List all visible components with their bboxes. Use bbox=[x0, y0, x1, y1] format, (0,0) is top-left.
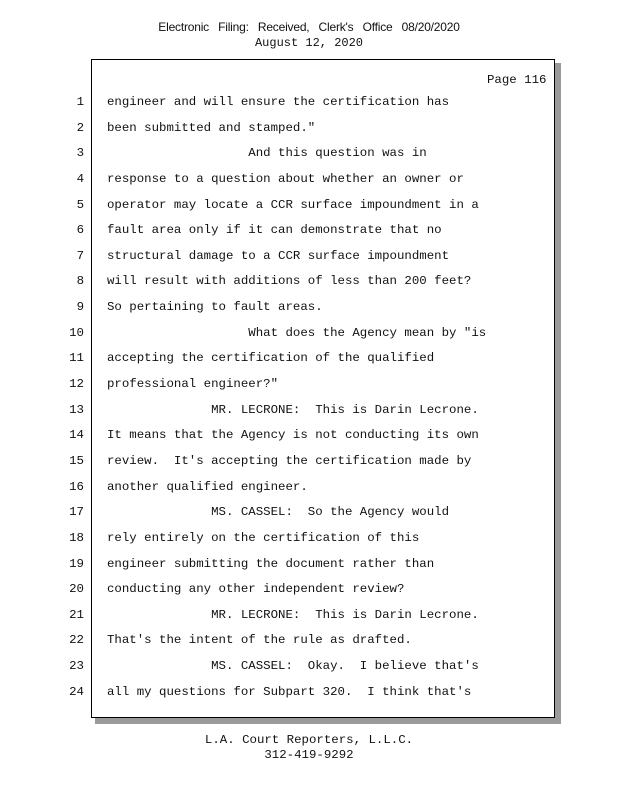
line-text: So pertaining to fault areas. bbox=[107, 300, 323, 315]
transcript-lines bbox=[0, 95, 618, 710]
line-text: And this question was in bbox=[107, 146, 427, 161]
line-number: 4 bbox=[76, 171, 84, 186]
line-text: review. It's accepting the certification made by bbox=[107, 453, 472, 468]
transcript-line bbox=[0, 223, 618, 249]
transcript-line bbox=[0, 351, 618, 377]
transcript-line bbox=[0, 249, 618, 275]
line-text: structural damage to a CCR surface impoundment bbox=[107, 248, 450, 263]
transcript-line bbox=[0, 172, 618, 198]
transcript-line bbox=[0, 377, 618, 403]
transcript-line bbox=[0, 531, 618, 557]
line-text: response to a question about whether an owner or bbox=[107, 171, 464, 186]
line-text: will result with additions of less than 200 feet? bbox=[107, 274, 472, 289]
transcript-line bbox=[0, 505, 618, 531]
transcript-line bbox=[0, 633, 618, 659]
line-text: operator may locate a CCR surface impoundment in a bbox=[107, 197, 479, 212]
transcript-line bbox=[0, 403, 618, 429]
hearing-date: August 12, 2020 bbox=[254, 36, 364, 50]
line-number: 19 bbox=[69, 556, 84, 571]
filing-stamp: Electronic Filing: Received, Clerk's Office 08/20/2020 bbox=[158, 20, 460, 34]
line-number: 24 bbox=[69, 684, 84, 699]
line-text: conducting any other independent review? bbox=[107, 582, 405, 597]
line-text: engineer submitting the document rather than bbox=[107, 556, 435, 571]
line-number: 15 bbox=[69, 453, 84, 468]
page-number: Page 116 bbox=[487, 73, 547, 87]
transcript-line bbox=[0, 454, 618, 480]
line-number: 12 bbox=[69, 377, 84, 392]
transcript-line bbox=[0, 121, 618, 147]
footer-company: L.A. Court Reporters, L.L.C. bbox=[204, 733, 414, 747]
line-number: 23 bbox=[69, 659, 84, 674]
line-text: all my questions for Subpart 320. I think that's bbox=[107, 684, 472, 699]
transcript-line bbox=[0, 95, 618, 121]
transcript-line bbox=[0, 480, 618, 506]
line-text: It means that the Agency is not conducting its own bbox=[107, 428, 479, 443]
transcript-line bbox=[0, 557, 618, 583]
line-text: What does the Agency mean by "is bbox=[107, 325, 487, 340]
line-number: 3 bbox=[76, 146, 84, 161]
line-text: rely entirely on the certification of this bbox=[107, 530, 420, 545]
line-number: 6 bbox=[76, 223, 84, 238]
transcript-line bbox=[0, 685, 618, 711]
line-text: accepting the certification of the qualified bbox=[107, 351, 435, 366]
line-number: 22 bbox=[69, 633, 84, 648]
line-number: 2 bbox=[76, 120, 84, 135]
line-number: 14 bbox=[69, 428, 84, 443]
line-text: engineer and will ensure the certification has bbox=[107, 95, 450, 109]
line-number: 21 bbox=[69, 607, 84, 622]
line-number: 18 bbox=[69, 530, 84, 545]
line-number: 9 bbox=[76, 300, 84, 315]
line-number: 20 bbox=[69, 582, 84, 597]
line-number: 17 bbox=[69, 505, 84, 520]
footer-phone: 312-419-9292 bbox=[264, 748, 354, 762]
line-text: been submitted and stamped." bbox=[107, 120, 316, 135]
line-text: MR. LECRONE: This is Darin Lecrone. bbox=[107, 402, 479, 417]
line-text: another qualified engineer. bbox=[107, 479, 308, 494]
transcript-line bbox=[0, 582, 618, 608]
line-number: 1 bbox=[76, 95, 84, 109]
line-number: 11 bbox=[69, 351, 84, 366]
line-number: 13 bbox=[69, 402, 84, 417]
line-number: 5 bbox=[76, 197, 84, 212]
line-text: professional engineer?" bbox=[107, 377, 279, 392]
transcript-line bbox=[0, 428, 618, 454]
transcript-line bbox=[0, 659, 618, 685]
transcript-line bbox=[0, 326, 618, 352]
line-number: 10 bbox=[69, 325, 84, 340]
line-number: 8 bbox=[76, 274, 84, 289]
transcript-line bbox=[0, 300, 618, 326]
line-text: That's the intent of the rule as drafted. bbox=[107, 633, 412, 648]
line-number: 7 bbox=[76, 248, 84, 263]
transcript-line bbox=[0, 608, 618, 634]
transcript-line bbox=[0, 198, 618, 224]
line-text: MS. CASSEL: Okay. I believe that's bbox=[107, 659, 479, 674]
line-text: MS. CASSEL: So the Agency would bbox=[107, 505, 450, 520]
line-text: MR. LECRONE: This is Darin Lecrone. bbox=[107, 607, 479, 622]
transcript-line bbox=[0, 146, 618, 172]
transcript-line bbox=[0, 274, 618, 300]
line-text: fault area only if it can demonstrate that no bbox=[107, 223, 442, 238]
line-number: 16 bbox=[69, 479, 84, 494]
